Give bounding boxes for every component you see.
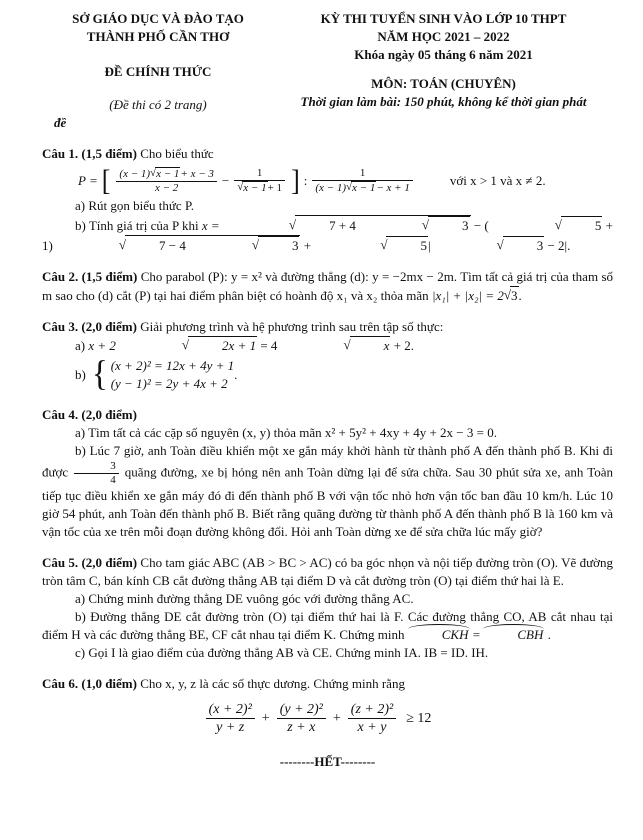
question-5 (42, 554, 613, 662)
fraction (277, 701, 326, 737)
pages-note: (Đề thi có 2 trang) (109, 96, 207, 112)
math-text: 3 (258, 236, 300, 255)
math-text: + x − 3 (180, 167, 214, 180)
left-bracket: [ (101, 164, 111, 197)
math-text: (x − 1) (315, 181, 346, 194)
q5-label: Câu 5. (2,0 điểm) (42, 554, 138, 570)
sqrt-radical (277, 336, 390, 355)
fraction (206, 701, 255, 737)
end-marker: --------HẾT-------- (279, 753, 376, 769)
sqrt-radical (186, 236, 300, 255)
q5-intro (42, 554, 613, 590)
fraction-denominator: x + y (357, 720, 387, 735)
exam-title-line-2: NĂM HỌC 2021 – 2022 (377, 28, 510, 44)
inequality-rhs: ≥ 12 (406, 710, 432, 726)
equation-2: (y − 1)² = 2y + 4x + 2 (110, 375, 228, 391)
fraction-numerator: (y + 2)² (277, 701, 326, 720)
equation-1: (x + 2)² = 12x + 4y + 1 (110, 357, 235, 373)
math-text: + (300, 237, 315, 253)
question-4 (42, 406, 613, 541)
q2-text (42, 268, 613, 305)
math-text: + 1 (267, 181, 283, 194)
official-exam-label: ĐỀ CHÍNH THỨC (104, 63, 212, 79)
math-text: 7 − 4 (158, 237, 186, 253)
sqrt-radical (237, 181, 267, 195)
exam-info-block (274, 10, 613, 114)
q4-item-b (42, 442, 613, 541)
math-text: 3 (503, 236, 545, 255)
exam-date-line: Khóa ngày 05 tháng 6 năm 2021 (354, 46, 533, 62)
exam-header (42, 10, 613, 114)
right-bracket: ] (291, 164, 300, 197)
item-marker: b) (75, 366, 86, 382)
item-marker: a) (75, 337, 89, 353)
q5-item-c: c) Gọi I là giao điểm của đường thẳng AB và CE. Chứng minh IA. IB = ID. IH. (75, 644, 489, 660)
fraction (312, 167, 412, 195)
q5b-text: b) Đường thẳng DE cắt đường tròn (O) tại điểm thứ hai là F. Các đường thẳng CO, AB cắt nhau tại điểm H và các đường thẳng BE, CF cắt nhau tại điểm K. Chứng minh (42, 608, 613, 642)
sentence-period: . (234, 366, 238, 382)
q1-domain-condition: với x > 1 và x ≠ 2. (449, 172, 546, 188)
q1-formula (42, 164, 613, 197)
math-text: x − 1 (352, 181, 376, 194)
q3-intro (42, 318, 613, 336)
subject-line: MÔN: TOÁN (CHUYÊN) (371, 75, 516, 91)
issuer-line-1: SỞ GIÁO DỤC VÀ ĐÀO TẠO (72, 11, 244, 26)
q2-label: Câu 2. (1,5 điểm) (42, 268, 138, 284)
q6-display-formula (42, 701, 593, 737)
math-text: 5 (386, 236, 428, 255)
fraction-denominator: 4 (110, 473, 116, 486)
q2-body-text: Cho parabol (P): y = x² và đường thẳng (d): y = −2mx − 2m. Tìm tất cả giá trị của tham số m sao cho (d) cắt (P) tại hai điểm phân biệt có hoành độ x₁ và x₂ thỏa mãn (42, 268, 613, 303)
fraction-numerator: 1 (312, 167, 412, 181)
sqrt-radical (53, 235, 301, 255)
fraction-denominator: z + x (287, 720, 316, 735)
sqrt-radical (346, 181, 376, 195)
q6-intro (42, 675, 613, 693)
q1-item-b (42, 215, 613, 255)
q3-label: Câu 3. (2,0 điểm) (42, 318, 137, 334)
math-text: (x − 1) (119, 167, 151, 180)
q1-formula-lhs: P = (78, 172, 98, 188)
sqrt-icon: √ (503, 286, 511, 302)
q6-intro-text: Cho x, y, z là các số thực dương. Chứng minh rằng (136, 675, 405, 691)
sqrt-icon: √ (288, 216, 297, 232)
minus-sign: − (221, 172, 230, 188)
question-3 (42, 318, 613, 393)
q3-item-b (42, 354, 613, 394)
fraction-numerator: 1 (234, 167, 285, 181)
sqrt-radical (504, 286, 519, 305)
exam-title-line-1: KỲ THI TUYỂN SINH VÀO LỚP 10 THPT (320, 11, 567, 26)
q1-label: Câu 1. (1,5 điểm) (42, 145, 137, 161)
q4-label: Câu 4. (2,0 điểm) (42, 406, 137, 422)
math-text: x − 1 (156, 167, 180, 180)
math-text: . (518, 287, 522, 303)
issuer-line-2: THÀNH PHỐ CẦN THƠ (86, 28, 230, 44)
q6-label: Câu 6. (1,0 điểm) (42, 675, 137, 691)
division-colon: : (303, 172, 308, 188)
fraction (116, 167, 216, 195)
fraction (74, 460, 119, 487)
q4-item-a: a) Tìm tất cả các cặp số nguyên (x, y) thỏa mãn x² + 5y² + 4xy + 4y + 2x − 3 = 0. (75, 424, 497, 440)
system-brace: { (91, 354, 108, 394)
q4b-text-2: quãng đường, xe bị hỏng nên anh Toàn dừng lại để sửa chữa. Sau 30 phút sửa xe, anh Toàn tiếp tục điều khiển xe gắn máy đó đi đến thành phố B với vận tốc nhỏ hơn vận tốc ban đầu 10 km/h. Lúc 10 giờ 54 phút, anh Toàn đến thành phố B. Biết rằng quãng đường từ thành phố A đến thành phố B là 160 km và vận tốc của xe trên mỗi đoạn đường không đổi. Hỏi anh Toàn dừng xe để sửa chữa lúc mấy giờ? (42, 464, 613, 539)
q5-item-b (42, 608, 613, 644)
sqrt-radical (150, 167, 180, 181)
math-text: |x₁| + |x₂| = 2 (431, 287, 504, 303)
q5-item-a: a) Chứng minh đường thẳng DE vuông góc với đường thẳng AC. (75, 590, 414, 606)
sqrt-radical (116, 336, 257, 355)
duration-wrap-word: đề (54, 114, 67, 130)
sqrt-icon: √ (251, 236, 259, 252)
q1b-text: b) Tính giá trị của P khi (75, 217, 202, 233)
math-text: 3 (428, 216, 470, 235)
math-text: − ( (470, 217, 489, 233)
math-text (125, 235, 300, 255)
angle-arc-CBH: CBH (483, 626, 544, 644)
math-text: x (350, 336, 391, 355)
math-text: − 2|. (544, 237, 571, 253)
q1-item-a: a) Rút gọn biểu thức P. (75, 198, 194, 213)
q4-heading (42, 406, 613, 424)
sqrt-radical (223, 215, 471, 235)
sqrt-icon: √ (346, 180, 353, 193)
math-text: x − 1 (243, 181, 267, 194)
fraction (348, 701, 396, 737)
sentence-period: . (544, 626, 551, 642)
fraction-numerator (116, 167, 216, 182)
sqrt-icon: √ (380, 236, 388, 252)
sqrt-icon: √ (181, 336, 190, 352)
fraction-numerator: 3 (74, 460, 119, 474)
issuer-block (42, 10, 274, 114)
question-1 (42, 145, 613, 255)
sqrt-icon: √ (421, 216, 430, 232)
math-text: + 2. (390, 337, 414, 353)
math-text: 2x + 1 (188, 336, 257, 355)
math-text: 7 + 4 (329, 217, 356, 233)
sqrt-icon: √ (343, 336, 351, 352)
q4b-text-1: b) Lúc 7 giờ, anh Toàn điều khiển một xe gắn máy khởi hành từ thành phố A đến thành phố B. Khi đi được (42, 442, 613, 480)
math-text: = 4 (257, 337, 278, 353)
angle-arc-CKH: CKH (408, 626, 470, 644)
fraction-numerator: (z + 2)² (348, 701, 396, 720)
fraction-denominator (312, 181, 412, 195)
sqrt-radical (431, 236, 545, 255)
q1-intro-text: Cho biểu thức (136, 145, 214, 161)
sqrt-radical (356, 216, 470, 235)
math-text: − x + 1 (376, 181, 410, 194)
q3-intro-text: Giải phương trình và hệ phương trình sau trên tập số thực: (136, 318, 444, 334)
fraction-denominator: y + z (216, 720, 245, 735)
q1-intro (42, 145, 613, 163)
fraction-numerator: (x + 2)² (206, 701, 255, 720)
fraction-denominator: x − 2 (154, 181, 179, 194)
q3-item-a (42, 336, 613, 355)
math-text: | (427, 237, 431, 253)
math-text: x = (201, 217, 223, 233)
question-2 (42, 268, 613, 305)
sqrt-icon: √ (150, 166, 157, 179)
sqrt-radical (314, 236, 428, 255)
sqrt-radical (489, 216, 603, 235)
duration-line: Thời gian làm bài: 150 phút, không kể thời gian phát (300, 93, 587, 109)
math-text: 5 (561, 216, 603, 235)
sqrt-icon: √ (496, 236, 504, 252)
question-6 (42, 675, 613, 737)
sqrt-icon: √ (237, 180, 244, 193)
q5-intro-text: Cho tam giác ABC (AB > BC > AC) có ba góc nhọn và nội tiếp đường tròn (O). Vẽ đường tròn tâm C, bán kính CB cắt đường thẳng AB tại điểm D và cắt đường tròn (O) tại điểm thứ hai là E. (42, 554, 613, 588)
sqrt-icon: √ (118, 236, 126, 252)
equation-system (111, 357, 234, 393)
fraction (234, 167, 285, 195)
plus-sign: + (261, 710, 270, 726)
math-text: 3 (511, 287, 518, 303)
math-text: = (469, 626, 484, 642)
fraction-denominator (234, 181, 285, 195)
sqrt-icon: √ (554, 216, 562, 232)
plus-sign: + (332, 710, 341, 726)
math-text: x + 2 (88, 337, 116, 353)
math-text (295, 215, 470, 235)
math-text: + 1) (42, 217, 613, 253)
